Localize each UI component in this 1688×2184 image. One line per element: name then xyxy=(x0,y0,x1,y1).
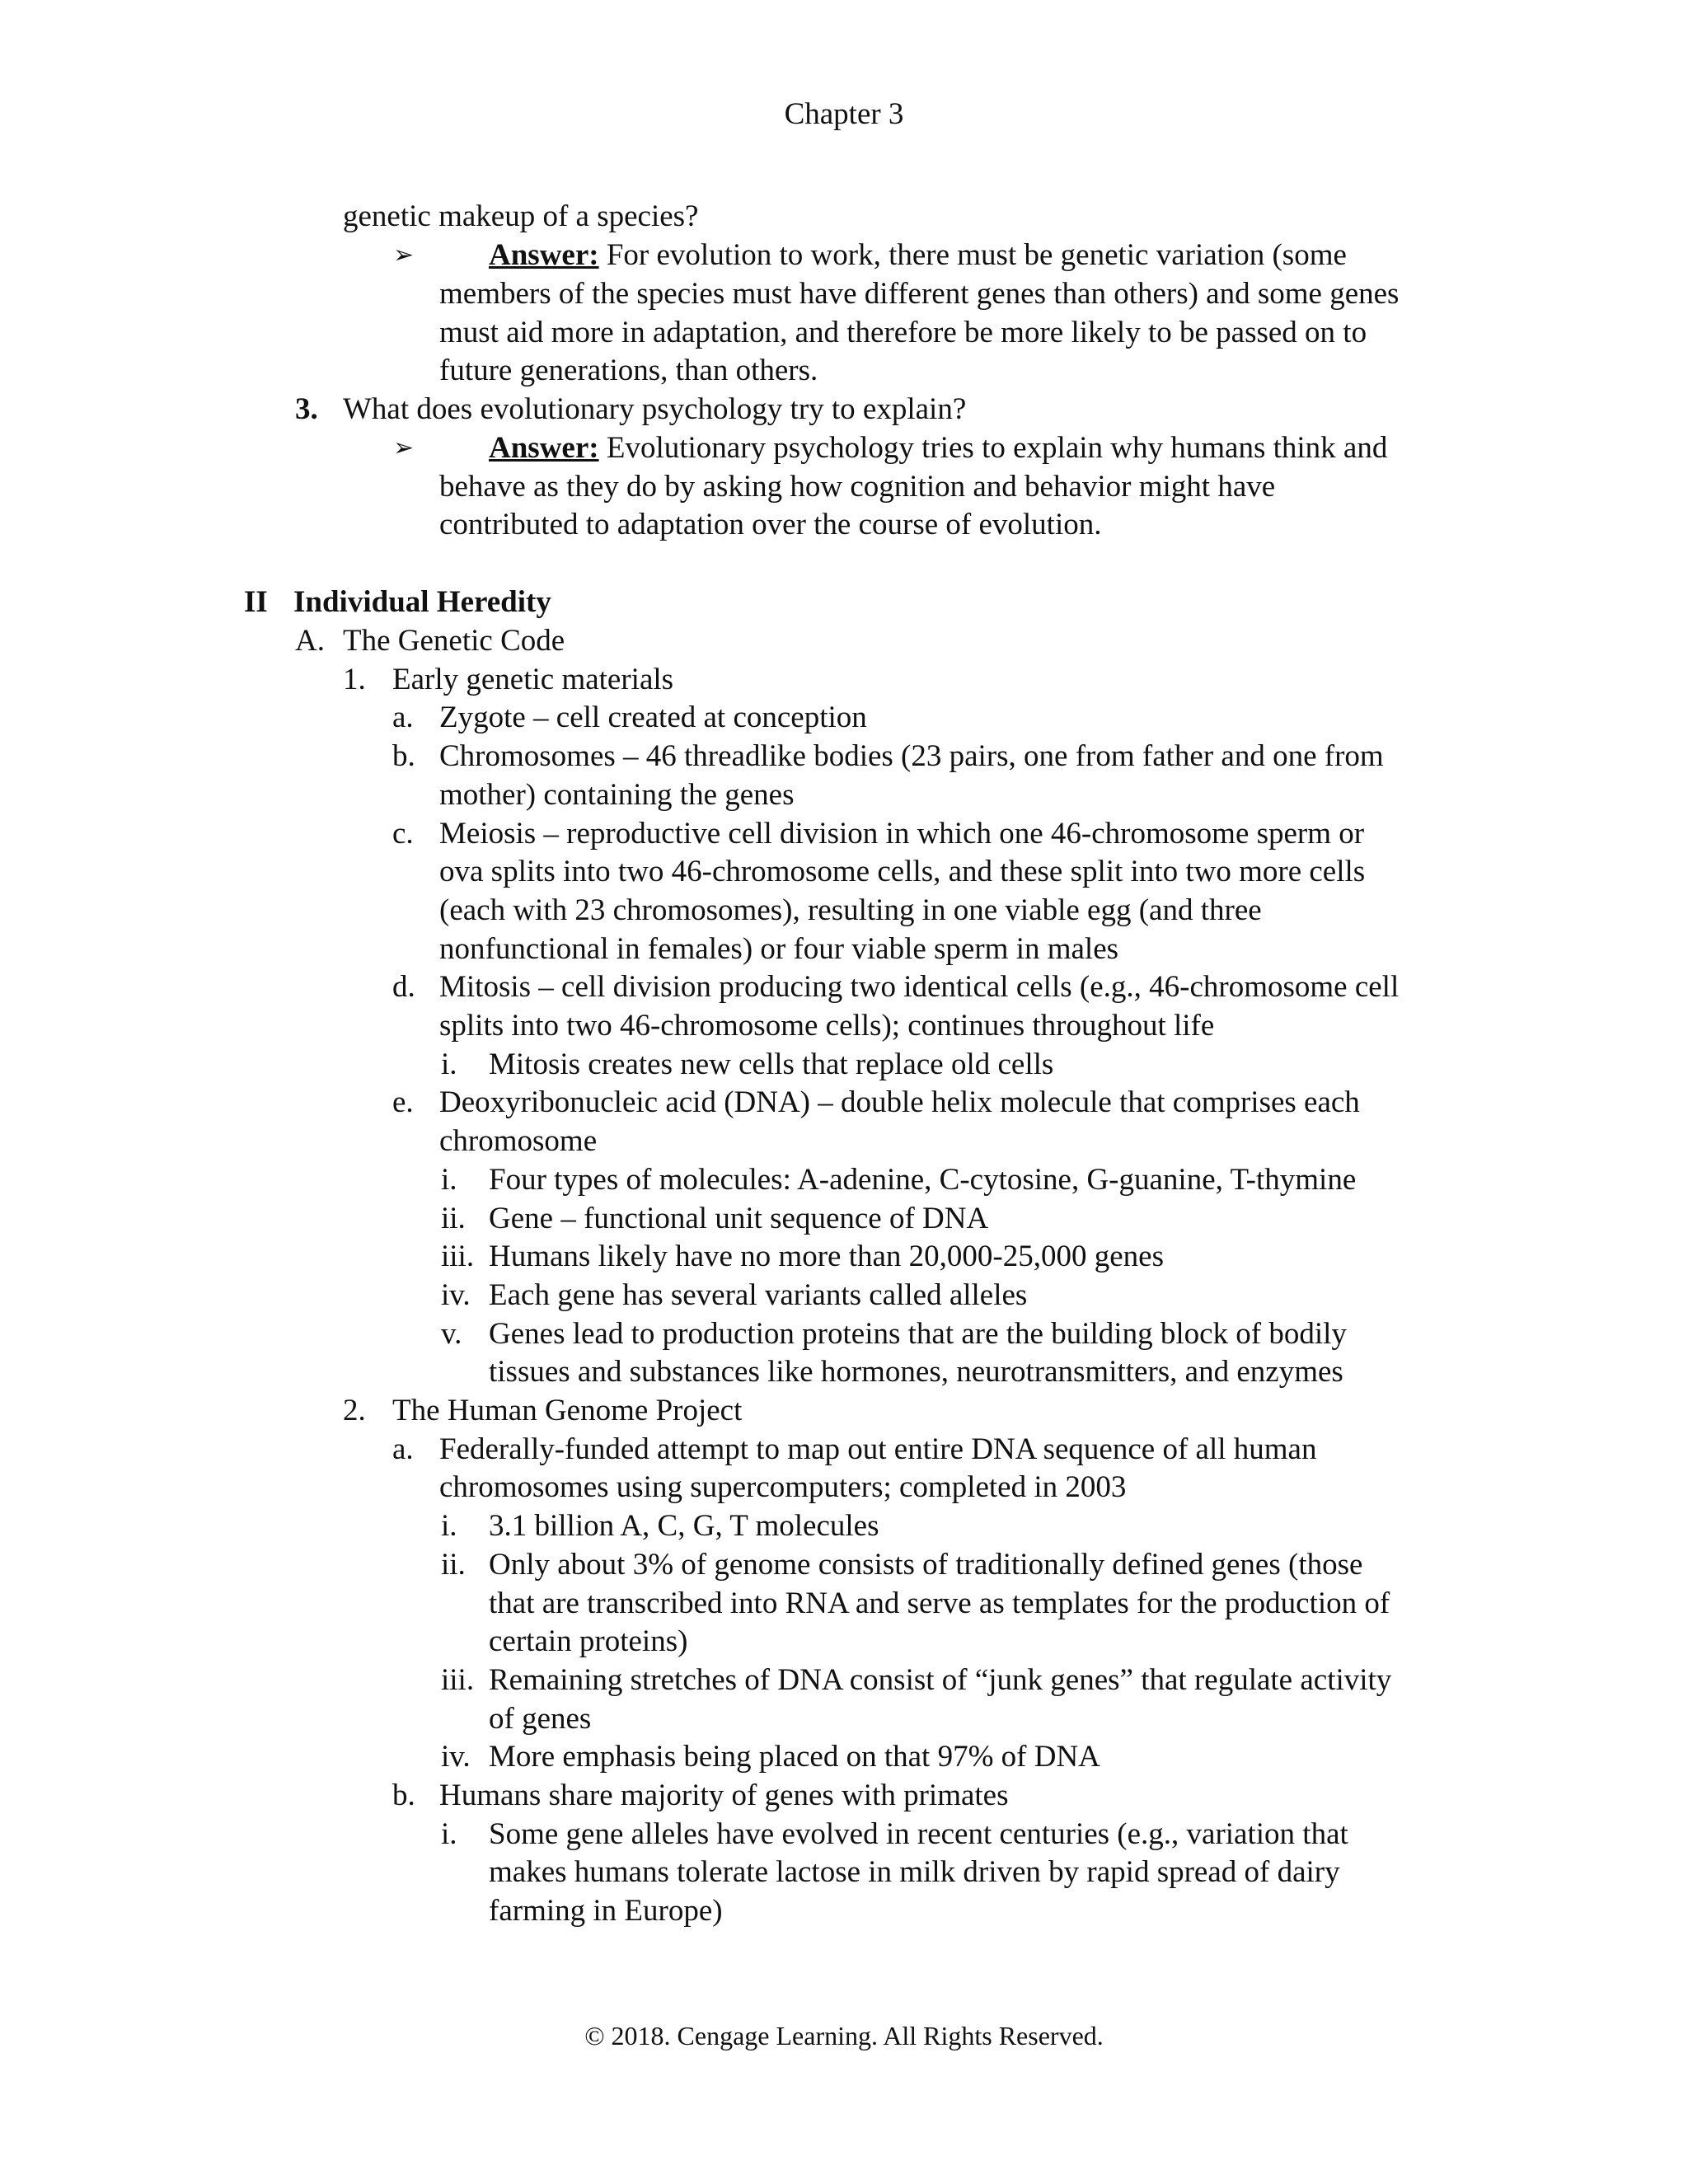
outline-label: a. xyxy=(392,701,414,734)
outline-label: 1. xyxy=(343,663,366,696)
page-footer: © 2018. Cengage Learning. All Rights Reserved. xyxy=(584,2021,1104,2050)
outline-item-text: Zygote – cell created at conception xyxy=(439,701,867,734)
outline-label: iii. xyxy=(441,1240,475,1273)
outline-item-text: More emphasis being placed on that 97% of DNA xyxy=(489,1740,1100,1774)
answer-label: Answer: xyxy=(489,431,599,465)
outline-item-text: mother) containing the genes xyxy=(439,778,795,812)
answer-line: contributed to adaptation over the course of evolution. xyxy=(439,508,1102,541)
outline-label: ii. xyxy=(441,1202,466,1235)
outline-item-text: tissues and substances like hormones, neurotransmitters, and enzymes xyxy=(489,1355,1343,1389)
outline-label: iii. xyxy=(441,1663,475,1697)
outline-item-text: nonfunctional in females) or four viable sperm in males xyxy=(439,932,1119,966)
outline-item-text: Mitosis creates new cells that replace old cells xyxy=(489,1047,1054,1081)
outline-item-text: ova splits into two 46-chromosome cells, and these split into two more cells xyxy=(439,855,1366,888)
question-text: What does evolutionary psychology try to explain? xyxy=(343,392,967,426)
answer-line: future generations, than others. xyxy=(439,354,818,387)
outline-item-text: certain proteins) xyxy=(489,1624,688,1658)
page-header: Chapter 3 xyxy=(784,97,904,131)
outline-label: d. xyxy=(392,970,415,1004)
outline-label: e. xyxy=(392,1085,414,1119)
outline-item-text: The Genetic Code xyxy=(343,624,565,658)
outline-label: i. xyxy=(441,1817,457,1851)
answer-line: must aid more in adaptation, and therefore be more likely to be passed on to xyxy=(439,316,1367,349)
outline-item-text: Four types of molecules: A-adenine, C-cytosine, G-guanine, T-thymine xyxy=(489,1163,1357,1197)
question-number: 3. xyxy=(295,392,318,426)
outline-item-text: chromosomes using supercomputers; completed in 2003 xyxy=(439,1470,1127,1504)
outline-label: 2. xyxy=(343,1394,366,1427)
answer-line xyxy=(489,237,1347,274)
outline-label: A. xyxy=(295,624,325,658)
outline-item-text: Remaining stretches of DNA consist of “junk genes” that regulate activity xyxy=(489,1663,1392,1697)
outline-item-text: Only about 3% of genome consists of traditionally defined genes (those xyxy=(489,1548,1363,1582)
outline-item-text: Gene – functional unit sequence of DNA xyxy=(489,1202,989,1235)
outline-item-text: Genes lead to production proteins that are the building block of bodily xyxy=(489,1317,1347,1351)
outline-item-text: splits into two 46-chromosome cells); continues throughout life xyxy=(439,1009,1215,1043)
outline-label: i. xyxy=(441,1163,457,1197)
outline-label: c. xyxy=(392,817,414,851)
outline-item-text: farming in Europe) xyxy=(489,1894,723,1928)
outline-item-text: Meiosis – reproductive cell division in which one 46-chromosome sperm or xyxy=(439,817,1365,851)
outline-label: ii. xyxy=(441,1548,466,1582)
outline-item-text: makes humans tolerate lactose in milk driven by rapid spread of dairy xyxy=(489,1855,1340,1889)
outline-item-text: of genes xyxy=(489,1702,592,1736)
outline-item-text: Early genetic materials xyxy=(392,663,674,696)
answer-text: For evolution to work, there must be genetic variation (some xyxy=(606,238,1347,272)
outline-label: v. xyxy=(441,1317,462,1351)
answer-line: members of the species must have different genes than others) and some genes xyxy=(439,277,1400,311)
outline-item-text: Some gene alleles have evolved in recent centuries (e.g., variation that xyxy=(489,1817,1348,1851)
arrow-bullet-icon: ➢ xyxy=(393,434,415,462)
outline-item-text: (each with 23 chromosomes), resulting in one viable egg (and three xyxy=(439,893,1262,927)
section-title: Individual Heredity xyxy=(293,585,551,619)
answer-text: Evolutionary psychology tries to explain why humans think and xyxy=(606,431,1388,465)
outline-item-text: Federally-funded attempt to map out entire DNA sequence of all human xyxy=(439,1432,1317,1466)
outline-label: iv. xyxy=(441,1740,471,1774)
question-continuation: genetic makeup of a species? xyxy=(343,199,699,233)
outline-label: b. xyxy=(392,1779,415,1812)
outline-item-text: Deoxyribonucleic acid (DNA) – double helix molecule that comprises each xyxy=(439,1085,1360,1119)
outline-item-text: Humans share majority of genes with primates xyxy=(439,1779,1009,1812)
outline-item-text: Each gene has several variants called alleles xyxy=(489,1278,1028,1312)
outline-label: i. xyxy=(441,1047,457,1081)
answer-label: Answer: xyxy=(489,238,599,272)
outline-item-text: Chromosomes – 46 threadlike bodies (23 pairs, one from father and one from xyxy=(439,739,1384,773)
outline-item-text: Mitosis – cell division producing two identical cells (e.g., 46-chromosome cell xyxy=(439,970,1400,1004)
outline-label: iv. xyxy=(441,1278,471,1312)
outline-item-text: The Human Genome Project xyxy=(392,1394,743,1427)
answer-line: behave as they do by asking how cognition and behavior might have xyxy=(439,470,1276,504)
outline-label: i. xyxy=(441,1509,457,1543)
answer-line xyxy=(489,429,1387,467)
outline-label: a. xyxy=(392,1432,414,1466)
outline-item-text: chromosome xyxy=(439,1124,598,1158)
arrow-bullet-icon: ➢ xyxy=(393,241,415,269)
outline-item-text: that are transcribed into RNA and serve as templates for the production of xyxy=(489,1586,1390,1620)
outline-item-text: 3.1 billion A, C, G, T molecules xyxy=(489,1509,879,1543)
section-numeral: II xyxy=(244,585,268,619)
outline-item-text: Humans likely have no more than 20,000-25,000 genes xyxy=(489,1240,1164,1273)
outline-label: b. xyxy=(392,739,415,773)
